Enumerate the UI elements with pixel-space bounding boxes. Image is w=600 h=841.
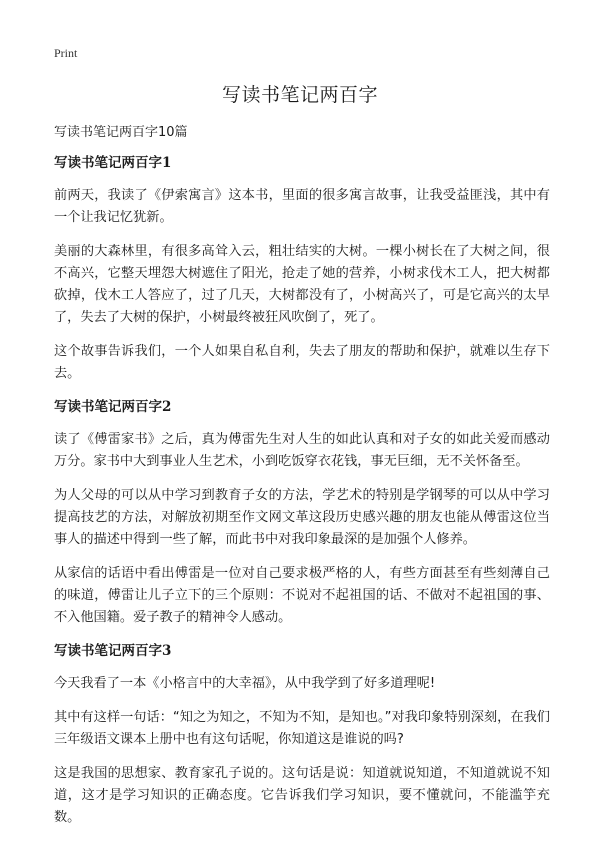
paragraph: 其中有这样一句话：“知之为知之，不知为不知，是知也。”对我印象特别深刻，在我们三年级语文课本上册中也有这句话呢，你知道这是谁说的吗?: [54, 710, 550, 747]
paragraph: 这是我国的思想家、教育家孔子说的。这句话是说：知道就说知道，不知道就说不知道，这才是学习知识的正确态度。它告诉我们学习知识，要不懂就问，不能滥竽充数。: [54, 766, 550, 825]
paragraph: 美丽的大森林里，有很多高耸入云，粗壮结实的大树。一棵小树长在了大树之间，很不高兴，它整天埋怨大树遮住了阳光，抢走了她的营养，小树求伐木工人，把大树都砍掉，伐木工人答应了，过了几天，大树都没有了，小树高兴了，可是它高兴的太早了，失去了大树的保护，小树最终被狂风吹倒了，死了。: [54, 244, 550, 325]
paragraph: 今天我看了一本《小格言中的大幸福》，从中我学到了好多道理呢!: [54, 676, 436, 691]
section-heading: 写读书笔记两百字2: [54, 399, 172, 415]
section-heading: 写读书笔记两百字1: [54, 155, 172, 171]
paragraph: 这个故事告诉我们，一个人如果自私自利，失去了朋友的帮助和保护，就难以生存下去。: [54, 344, 550, 381]
paragraph: 读了《傅雷家书》之后，真为傅雷先生对人生的如此认真和对子女的如此关爱而感动万分。家书中大到事业人生艺术，小到吃饭穿衣花钱，事无巨细，无不关怀备至。: [54, 432, 550, 469]
paragraph: 为人父母的可以从中学习到教育子女的方法，学艺术的特别是学钢琴的可以从中学习提高技艺的方法，对解放初期至作文网文革这段历史感兴趣的朋友也能从傅雷这位当事人的描述中得到一些了解，而此书中对我印象最深的是加强个人修养。: [54, 488, 550, 547]
paragraph: 前两天，我读了《伊索寓言》这本书，里面的很多寓言故事，让我受益匪浅，其中有一个让我记忆犹新。: [54, 188, 550, 225]
section-heading: 写读书笔记两百字3: [54, 643, 172, 659]
document-subtitle: 写读书笔记两百字10篇: [54, 125, 188, 140]
document-title: 写读书笔记两百字: [221, 84, 378, 106]
paragraph: 从家信的话语中看出傅雷是一位对自己要求极严格的人，有些方面甚至有些刻薄自己的味道，傅雷让儿子立下的三个原则：不说对不起祖国的话、不做对不起祖国的事、不入他国籍。爱子教子的精神令人感动。: [54, 566, 550, 625]
print-link[interactable]: Print: [54, 46, 78, 60]
document-body: [54, 146, 550, 841]
